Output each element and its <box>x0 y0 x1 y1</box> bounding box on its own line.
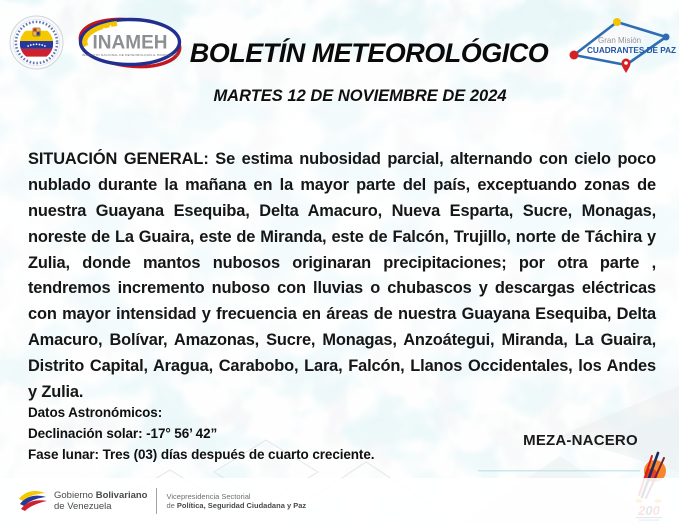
footer-divider <box>156 488 157 514</box>
section-body: Se estima nubosidad parcial, alternando con cielo poco nublado durante la mañana en la mayor parte del país, exceptuando zonas de nuestra Guayana Esequiba, Delta Amacuro, Nueva Esparta, Sucre, Monagas, noreste de La Guaira, este de Miranda, este de Falcón, Trujillo, norte de Táchira y Zulia, donde mantos nubosos originaran precipitaciones; por otra parte , tendremos incremento nuboso con lluvias o chubascos y descargas eléctricas con mayor intensidad y frecuencia en áreas de nuestra Guayana Esequiba, Delta Amacuro, Bolívar, Amazonas, Sucre, Monagas, Anzoátegui, Miranda, La Guaira, Distrito Capital, Aragua, Carabobo, Lara, Falcón, Llanos Occidentales, los Andes y Zulia. <box>28 150 657 401</box>
section-label: SITUACIÓN GENERAL: <box>28 150 209 169</box>
cuadrantes-line1: Gran Misión <box>598 36 642 45</box>
forecaster-signature: MEZA-NACERO <box>523 432 638 449</box>
astro-solar-declination: Declinación solar: -17° 56’ 42” <box>28 426 218 441</box>
vicepresidency-name: Vicepresidencia Sectorial de Política, Seguridad Ciudadana y Paz <box>166 491 307 510</box>
page-title: BOLETÍN METEOROLÓGICO <box>189 38 549 68</box>
map-pin-yellow <box>613 18 621 26</box>
map-pin-red-bottom <box>622 59 631 73</box>
inameh-subtext: INSTITUTO NACIONAL DE METEOROLOGÍA E HIDROLOGÍA <box>81 53 179 57</box>
ministry-seal-logo <box>9 15 64 70</box>
footer-government-band <box>0 478 679 524</box>
map-pin-blue <box>663 34 670 41</box>
astro-heading: Datos Astronómicos: <box>28 405 163 420</box>
coat-of-arms <box>33 28 40 36</box>
inameh-acronym: INAMEH <box>92 32 168 54</box>
government-flag-bird-icon <box>18 488 48 514</box>
inameh-logo <box>76 15 184 72</box>
astro-lunar-phase: Fase lunar: Tres (03) días después de cuarto creciente. <box>28 447 375 462</box>
astronomical-data-block <box>28 402 448 465</box>
cuadrantes-line2: CUADRANTES DE PAZ <box>587 46 676 55</box>
bulletin-date: MARTES 12 DE NOVIEMBRE DE 2024 <box>213 87 507 105</box>
government-name: Gobierno Bolivariano de Venezuela <box>54 490 148 512</box>
general-situation-paragraph <box>28 147 656 405</box>
map-pin-red-left <box>570 51 579 60</box>
cuadrantes-de-paz-logo <box>562 13 676 75</box>
